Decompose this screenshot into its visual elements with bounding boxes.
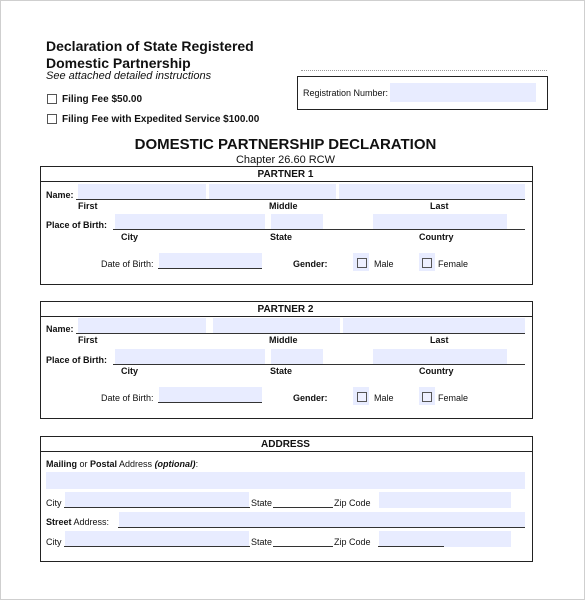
partner1-first-caption: First bbox=[78, 201, 98, 211]
partner2-heading: PARTNER 2 bbox=[257, 304, 314, 315]
mailing-zip-label: Zip Code bbox=[334, 498, 371, 508]
street-state-label: State bbox=[251, 537, 273, 547]
partner2-male-label: Male bbox=[374, 393, 394, 403]
partner1-first-name-field[interactable] bbox=[78, 184, 206, 200]
street-city-field[interactable] bbox=[65, 531, 249, 547]
registration-number-field[interactable] bbox=[390, 83, 536, 102]
partner1-heading: PARTNER 1 bbox=[257, 169, 314, 180]
partner2-male-checkbox[interactable] bbox=[357, 392, 367, 402]
partner1-birth-country-field[interactable] bbox=[373, 214, 507, 230]
partner1-name-label: Name: bbox=[46, 190, 74, 200]
declaration-title: DOMESTIC PARTNERSHIP DECLARATION bbox=[134, 136, 437, 153]
partner1-female-checkbox[interactable] bbox=[422, 258, 432, 268]
partner1-gender-label: Gender: bbox=[293, 259, 328, 269]
partner1-female-label: Female bbox=[438, 259, 469, 269]
mailing-state-label: State bbox=[251, 498, 273, 508]
partner2-female-label: Female bbox=[438, 393, 469, 403]
filing-fee-checkbox[interactable] bbox=[47, 94, 57, 104]
mailing-zip-field[interactable] bbox=[379, 492, 511, 508]
street-zip-label: Zip Code bbox=[334, 537, 371, 547]
street-zip-underline bbox=[378, 546, 444, 547]
street-address-underline bbox=[118, 527, 525, 528]
street-address-label: Street Address: bbox=[46, 517, 110, 527]
partner1-name-underline bbox=[76, 199, 525, 200]
partner2-dob-underline bbox=[158, 402, 262, 403]
partner1-state-caption: State bbox=[270, 232, 293, 242]
chapter-reference: Chapter 26.60 RCW bbox=[235, 154, 336, 166]
partner2-last-name-field[interactable] bbox=[343, 318, 525, 334]
partner1-birth-state-field[interactable] bbox=[271, 214, 323, 230]
filing-fee-label: Filing Fee $50.00 bbox=[62, 94, 143, 105]
address-heading: ADDRESS bbox=[261, 439, 310, 450]
partner1-last-name-field[interactable] bbox=[339, 184, 525, 200]
partner2-heading-rule bbox=[40, 316, 532, 317]
partner1-male-checkbox[interactable] bbox=[357, 258, 367, 268]
mailing-address-label: Mailing or Postal Address (optional): bbox=[46, 459, 199, 469]
mailing-city-field[interactable] bbox=[65, 492, 249, 508]
partner1-last-caption: Last bbox=[430, 201, 449, 211]
partner1-heading-rule bbox=[40, 181, 532, 182]
registration-number-label: Registration Number: bbox=[303, 88, 389, 98]
street-address-field[interactable] bbox=[119, 512, 525, 528]
partner2-gender-label: Gender: bbox=[293, 393, 328, 403]
partner2-country-caption: Country bbox=[419, 366, 454, 376]
partner2-middle-caption: Middle bbox=[269, 335, 298, 345]
partner2-name-label: Name: bbox=[46, 324, 74, 334]
partner1-country-caption: Country bbox=[419, 232, 454, 242]
street-city-underline bbox=[64, 546, 250, 547]
partner1-dob-label: Date of Birth: bbox=[101, 259, 154, 269]
mailing-state-underline bbox=[273, 507, 333, 508]
partner1-middle-caption: Middle bbox=[269, 201, 298, 211]
partner2-female-checkbox[interactable] bbox=[422, 392, 432, 402]
address-heading-rule bbox=[40, 451, 532, 452]
partner2-first-caption: First bbox=[78, 335, 98, 345]
mailing-address-field[interactable] bbox=[46, 472, 525, 489]
partner1-pob-underline bbox=[113, 229, 525, 230]
street-state-underline bbox=[273, 546, 333, 547]
partner2-dob-label: Date of Birth: bbox=[101, 393, 154, 403]
partner1-pob-label: Place of Birth: bbox=[46, 220, 108, 230]
instructions-note: See attached detailed instructions bbox=[46, 70, 212, 82]
mailing-city-label: City bbox=[46, 498, 62, 508]
partner2-dob-field[interactable] bbox=[159, 387, 262, 402]
partner2-birth-country-field[interactable] bbox=[373, 349, 507, 365]
header-dotted-rule bbox=[301, 70, 547, 71]
partner2-name-underline bbox=[76, 333, 525, 334]
partner2-city-caption: City bbox=[121, 366, 139, 376]
partner2-pob-underline bbox=[113, 364, 525, 365]
partner2-middle-name-field[interactable] bbox=[213, 318, 340, 334]
street-city-label: City bbox=[46, 537, 62, 547]
partner1-middle-name-field[interactable] bbox=[209, 184, 336, 200]
partner2-first-name-field[interactable] bbox=[78, 318, 206, 334]
partner2-pob-label: Place of Birth: bbox=[46, 355, 108, 365]
partner1-city-caption: City bbox=[121, 232, 139, 242]
partner2-birth-city-field[interactable] bbox=[115, 349, 265, 365]
partner1-birth-city-field[interactable] bbox=[115, 214, 265, 230]
partner2-state-caption: State bbox=[270, 366, 293, 376]
partner1-male-label: Male bbox=[374, 259, 394, 269]
expedited-fee-checkbox[interactable] bbox=[47, 114, 57, 124]
partner2-birth-state-field[interactable] bbox=[271, 349, 323, 365]
form-title-line1: Declaration of State Registered bbox=[46, 38, 254, 54]
mailing-city-underline bbox=[64, 507, 250, 508]
street-zip-field[interactable] bbox=[379, 531, 511, 547]
partner1-dob-field[interactable] bbox=[159, 253, 262, 268]
partner1-dob-underline bbox=[158, 268, 262, 269]
expedited-fee-label: Filing Fee with Expedited Service $100.00 bbox=[62, 114, 260, 125]
partner2-last-caption: Last bbox=[430, 335, 449, 345]
form-title-line2: Domestic Partnership bbox=[46, 55, 191, 71]
